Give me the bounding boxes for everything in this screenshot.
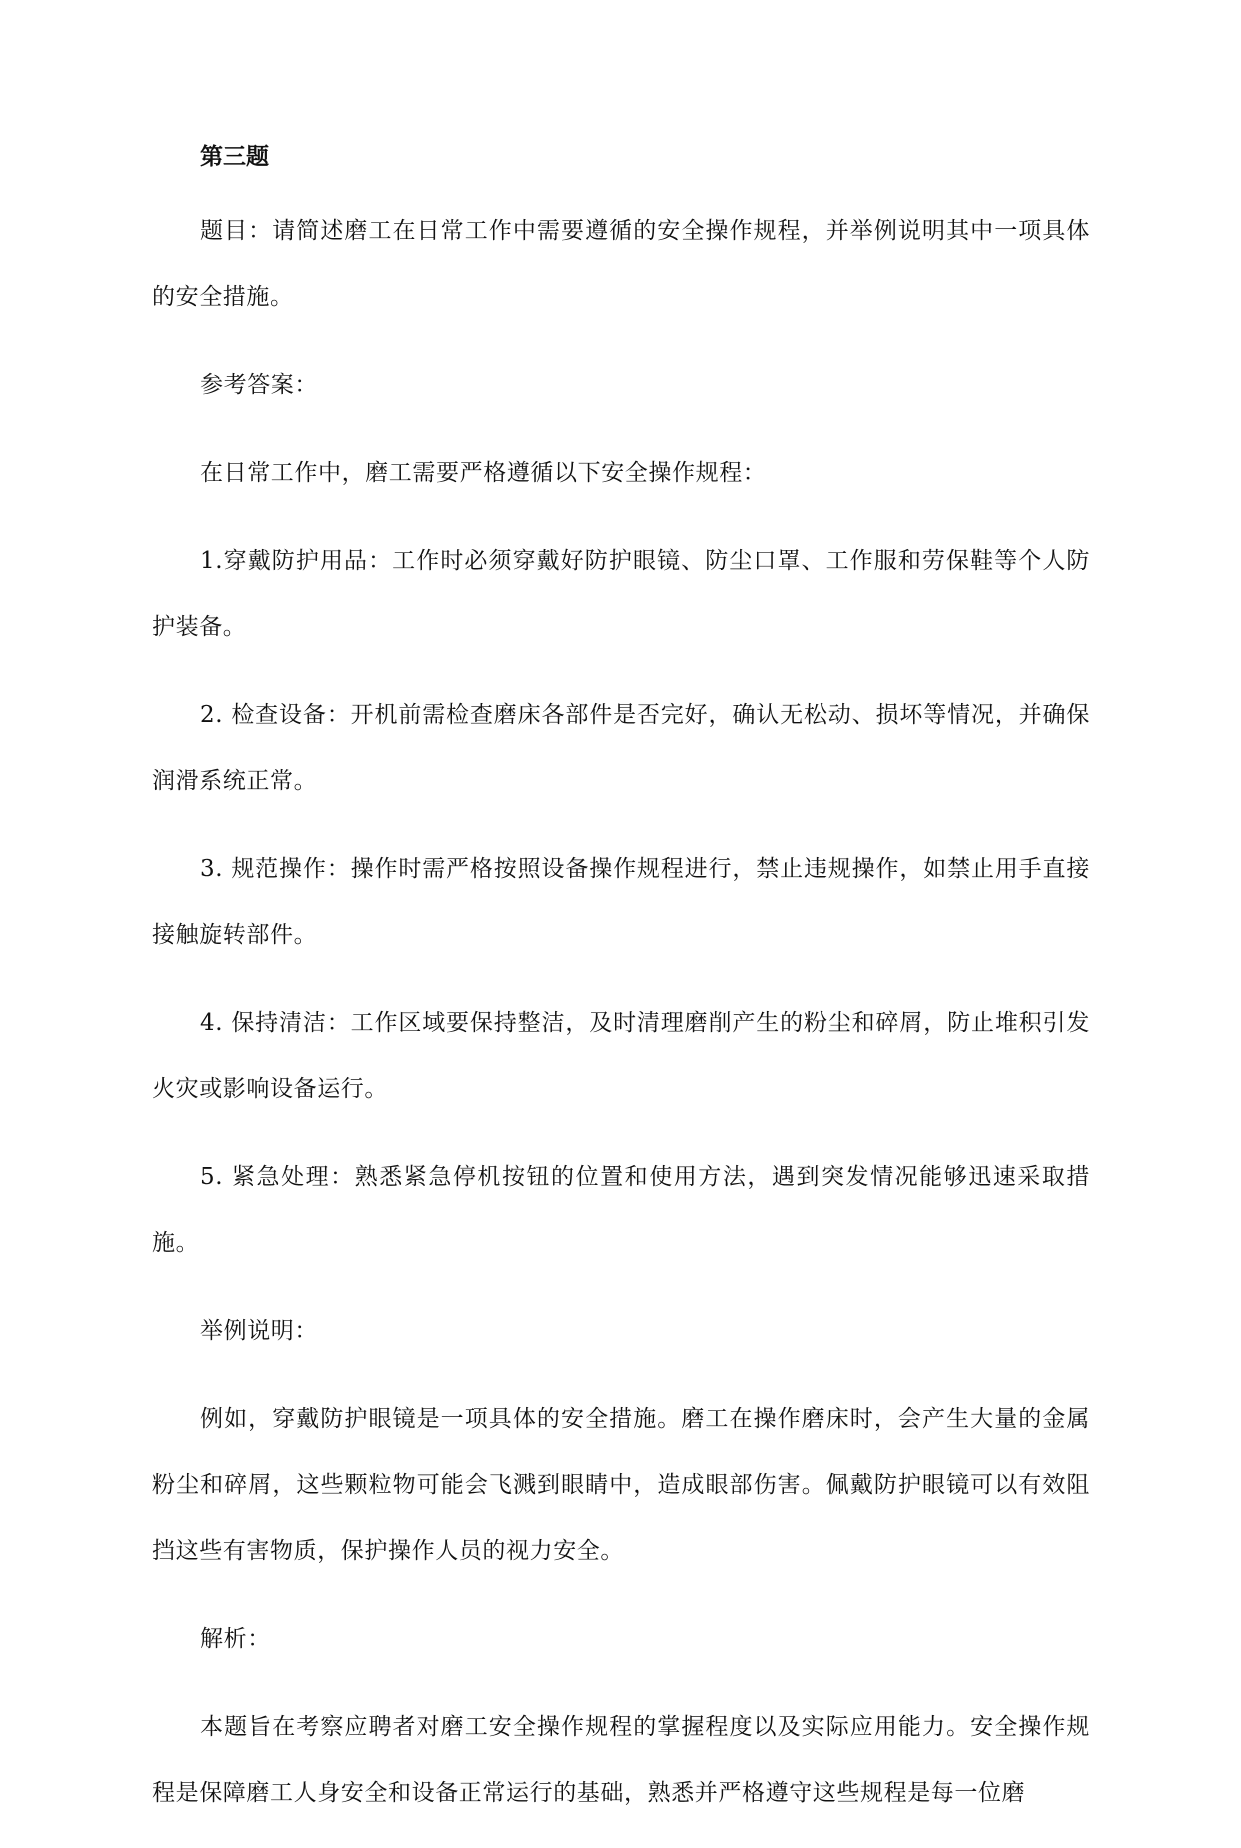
analysis-text: 本题旨在考察应聘者对磨工安全操作规程的掌握程度以及实际应用能力。安全操作规程是保障磨工人身安全和设备正常运行的基础，熟悉并严格遵守这些规程是每一位磨 bbox=[152, 1714, 1090, 1806]
rule-item-1: 1.穿戴防护用品：工作时必须穿戴好防护眼镜、防尘口罩、工作服和劳保鞋等个人防护装备。 bbox=[152, 548, 1090, 640]
answer-label: 参考答案： bbox=[200, 372, 318, 398]
question-heading: 第三题 bbox=[200, 143, 269, 170]
example-label: 举例说明： bbox=[200, 1318, 318, 1344]
answer-intro: 在日常工作中，磨工需要严格遵循以下安全操作规程： bbox=[200, 460, 767, 486]
rule-item-3: 3. 规范操作：操作时需严格按照设备操作规程进行，禁止违规操作，如禁止用手直接接触旋转部件。 bbox=[152, 856, 1090, 948]
rule-item-5: 5. 紧急处理：熟悉紧急停机按钮的位置和使用方法，遇到突发情况能够迅速采取措施。 bbox=[152, 1164, 1090, 1256]
rule-item-4: 4. 保持清洁：工作区域要保持整洁，及时清理磨削产生的粉尘和碎屑，防止堆积引发火灾或影响设备运行。 bbox=[152, 1010, 1090, 1102]
analysis-label: 解析： bbox=[200, 1626, 271, 1652]
question-text: 题目：请简述磨工在日常工作中需要遵循的安全操作规程，并举例说明其中一项具体的安全措施。 bbox=[152, 218, 1090, 310]
example-text: 例如，穿戴防护眼镜是一项具体的安全措施。磨工在操作磨床时，会产生大量的金属粉尘和碎屑，这些颗粒物可能会飞溅到眼睛中，造成眼部伤害。佩戴防护眼镜可以有效阻挡这些有害物质，保护操作人员的视力安全。 bbox=[152, 1406, 1090, 1564]
document-body bbox=[152, 138, 1090, 1848]
rule-item-2: 2. 检查设备：开机前需检查磨床各部件是否完好，确认无松动、损坏等情况，并确保润滑系统正常。 bbox=[152, 702, 1090, 794]
